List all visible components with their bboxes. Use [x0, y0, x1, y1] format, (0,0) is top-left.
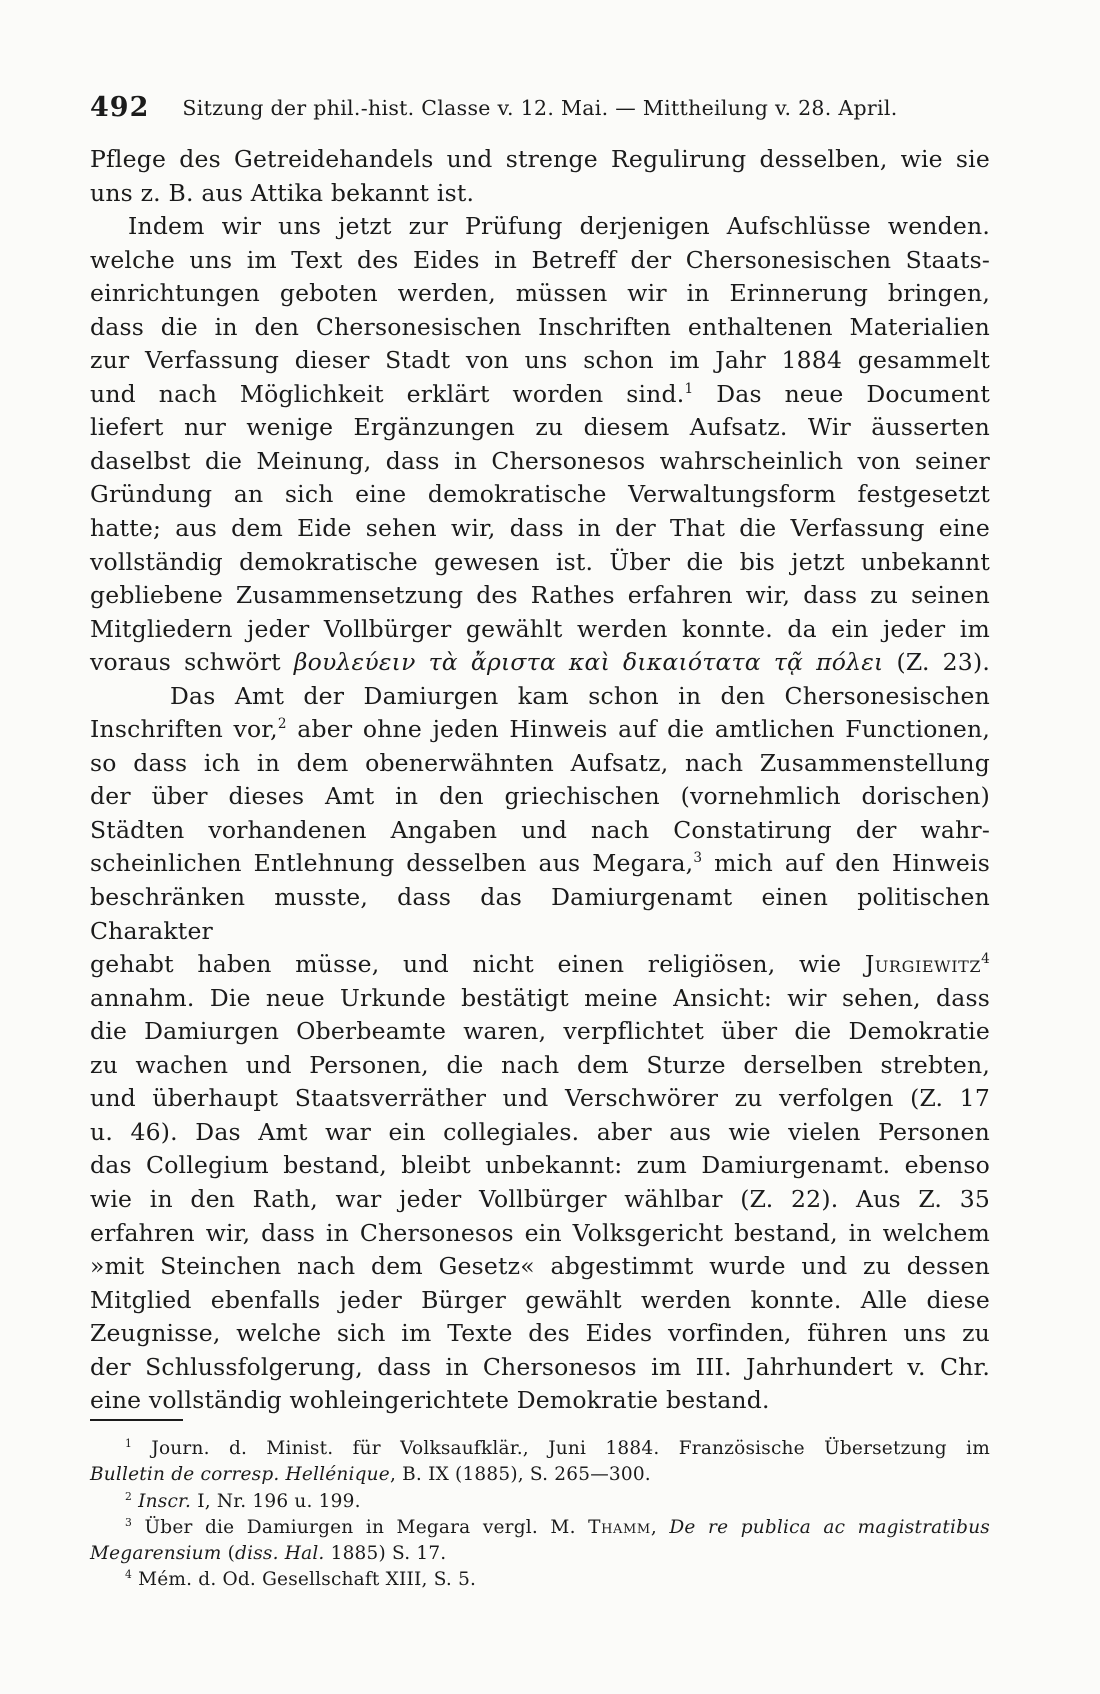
- body-line: [90, 210, 990, 244]
- text-segment: wie in den Rath, war jeder Vollbürger wählbar (Z. 22). Aus Z. 35: [90, 1184, 990, 1213]
- body-line: [90, 814, 990, 848]
- body-line: [90, 747, 990, 781]
- text-segment: 1885) S. 17.: [324, 1543, 447, 1565]
- footnote-marker: 1: [125, 1436, 133, 1450]
- body-line: [90, 646, 990, 680]
- text-segment: welche uns im Text des Eides in Betreff der Chersonesischen Staats-: [90, 245, 990, 274]
- text-segment: das Collegium bestand, bleibt unbekannt: zum Damiurgenamt. ebenso: [90, 1151, 990, 1180]
- text-segment: diss. Hal.: [235, 1543, 325, 1565]
- text-segment: Journ. d. Minist. für Volksaufklär., Juni 1884. Französische Übersetzung im: [132, 1438, 990, 1459]
- footnote-line: [90, 1489, 990, 1515]
- body-line: [90, 847, 990, 881]
- text-segment: Das neue Document: [693, 379, 991, 408]
- text-segment: Zeugnisse, welche sich im Texte des Eides vorfinden, führen uns zu: [90, 1319, 990, 1348]
- footnote-line: [90, 1567, 990, 1593]
- text-segment: erfahren wir, dass in Chersonesos ein Volksgericht bestand, in welchem: [90, 1218, 990, 1247]
- text-segment: »mit Steinchen nach dem Gesetz« abgestimmt wurde und zu dessen: [90, 1252, 990, 1281]
- text-segment: daselbst die Meinung, dass in Chersonesos wahrscheinlich von seiner: [90, 446, 990, 475]
- text-segment: aber ohne jeden Hinweis auf die amtlichen Functionen,: [286, 715, 990, 744]
- page-header: [90, 92, 990, 126]
- text-segment: voraus schwört: [90, 648, 294, 677]
- body-line: [90, 613, 990, 647]
- footnote-marker: 3: [693, 850, 703, 867]
- running-title: Sitzung der phil.-hist. Classe v. 12. Mai. — Mittheilung v. 28. April.: [182, 96, 898, 120]
- body-line: [90, 411, 990, 445]
- text-segment: Mitglied ebenfalls jeder Bürger gewählt werden konnte. Alle diese: [90, 1285, 990, 1314]
- body-line: [90, 546, 990, 580]
- body-text: [90, 143, 990, 1418]
- footnote-marker: 3: [125, 1515, 133, 1529]
- text-segment: βουλεύειν τὰ ἄριστα καὶ δικαιότατα τᾷ πόλει: [293, 648, 884, 677]
- body-line: [90, 579, 990, 613]
- text-segment: und überhaupt Staatsverräther und Verschwörer zu verfolgen (Z. 17: [90, 1084, 990, 1113]
- text-segment: und nach Möglichkeit erklärt worden sind.: [90, 379, 685, 408]
- body-line: [90, 378, 990, 412]
- footnote-marker: 2: [277, 716, 287, 733]
- text-segment: liefert nur wenige Ergänzungen zu diesem Aufsatz. Wir äusserten: [90, 413, 990, 442]
- body-line: [90, 143, 990, 177]
- body-line: [90, 478, 990, 512]
- text-segment: De re publica ac magistratibus: [669, 1516, 990, 1538]
- text-segment: annahm. Die neue Urkunde bestätigt meine Ansicht: wir sehen, dass: [90, 983, 990, 1012]
- text-segment: hatte; aus dem Eide sehen wir, dass in der That die Verfassung eine: [90, 514, 990, 543]
- text-segment: ,: [650, 1516, 670, 1538]
- text-segment: Gründung an sich eine demokratische Verwaltungsform festgesetzt: [90, 480, 990, 509]
- text-segment: Megarensium: [90, 1543, 222, 1565]
- text-segment: Thamm: [588, 1516, 651, 1538]
- text-segment: u. 46). Das Amt war ein collegiales. aber aus wie vielen Personen: [90, 1117, 990, 1146]
- text-segment: scheinlichen Entlehnung desselben aus Megara,: [90, 849, 694, 878]
- body-line: [90, 1082, 990, 1116]
- footnote-line: [90, 1436, 990, 1462]
- text-segment: der über dieses Amt in den griechischen (vornehmlich dorischen): [90, 782, 990, 811]
- body-line: [90, 680, 990, 714]
- text-segment: Das Amt der Damiurgen kam schon in den Chersonesischen: [170, 681, 990, 710]
- text-segment: zur Verfassung dieser Stadt von uns schon im Jahr 1884 gesammelt: [90, 346, 990, 375]
- body-line: [90, 277, 990, 311]
- text-segment: , B. IX (1885), S. 265—300.: [389, 1464, 651, 1486]
- text-segment: dass die in den Chersonesischen Inschriften enthaltenen Materialien: [90, 312, 990, 341]
- text-segment: Inscr.: [138, 1490, 192, 1512]
- body-line: [90, 512, 990, 546]
- text-segment: Mitgliedern jeder Vollbürger gewählt werden konnte. da ein jeder im: [90, 614, 990, 643]
- footnote-marker: 1: [684, 381, 694, 397]
- text-segment: eine vollständig wohleingerichtete Demokratie bestand.: [90, 1386, 770, 1415]
- footnotes: [90, 1436, 990, 1594]
- body-line: [90, 1317, 990, 1351]
- text-segment: gehabt haben müsse, und nicht einen religiösen, wie: [90, 950, 865, 979]
- body-line: [90, 713, 990, 747]
- text-segment: uns z. B. aus Attika bekannt ist.: [90, 178, 475, 207]
- body-line: [90, 1183, 990, 1217]
- footnote-marker: 4: [981, 951, 990, 968]
- body-line: [90, 177, 990, 211]
- body-line: [90, 1049, 990, 1083]
- body-line: [90, 344, 990, 378]
- body-line: [90, 1015, 990, 1049]
- body-line: [90, 311, 990, 345]
- text-segment: Pflege des Getreidehandels und strenge Regulirung desselben, wie sie: [90, 145, 990, 173]
- body-line: [90, 244, 990, 278]
- text-segment: Städten vorhandenen Angaben und nach Constatirung der wahr-: [90, 815, 990, 844]
- text-segment: einrichtungen geboten werden, müssen wir in Erinnerung bringen,: [90, 279, 990, 308]
- body-line: [90, 948, 990, 982]
- text-segment: mich auf den Hinweis: [702, 849, 990, 878]
- footnote-marker: 4: [125, 1568, 133, 1582]
- text-segment: gebliebene Zusammensetzung des Rathes erfahren wir, dass zu seinen: [90, 581, 990, 610]
- footnote-line: [90, 1541, 990, 1567]
- footnote-separator: [90, 1419, 183, 1421]
- body-line: [90, 982, 990, 1016]
- text-segment: die Damiurgen Oberbeamte waren, verpflichtet über die Demokratie: [90, 1017, 990, 1046]
- body-line: [90, 881, 990, 948]
- text-segment: I, Nr. 196 u. 199.: [191, 1490, 361, 1512]
- page-number: 492: [90, 92, 150, 123]
- text-segment: Bulletin de corresp. Hellénique: [90, 1464, 390, 1486]
- text-segment: Mém. d. Od. Gesellschaft XIII, S. 5.: [132, 1569, 477, 1591]
- text-segment: Über die Damiurgen in Megara vergl. M.: [132, 1516, 589, 1538]
- text-segment: zu wachen und Personen, die nach dem Sturze derselben strebten,: [90, 1050, 990, 1079]
- body-line: [90, 445, 990, 479]
- footnote-line: [90, 1515, 990, 1541]
- body-line: [90, 1217, 990, 1251]
- body-line: [90, 1351, 990, 1385]
- body-line: [90, 1284, 990, 1318]
- text-segment: der Schlussfolgerung, dass in Chersonesos im III. Jahrhundert v. Chr.: [90, 1352, 990, 1381]
- text-segment: vollständig demokratische gewesen ist. Über die bis jetzt unbekannt: [90, 547, 990, 576]
- body-line: [90, 1384, 990, 1418]
- body-line: [90, 1116, 990, 1150]
- body-line: [90, 780, 990, 814]
- footnote-marker: 2: [125, 1489, 133, 1503]
- body-line: [90, 1149, 990, 1183]
- text-segment: Indem wir uns jetzt zur Prüfung derjenigen Aufschlüsse wenden.: [128, 212, 990, 241]
- text-segment: Inschriften vor,: [90, 715, 278, 744]
- text-segment: beschränken musste, dass das Damiurgenamt einen politischen Charakter: [90, 883, 990, 945]
- text-segment: Jurgiewitz: [864, 950, 982, 979]
- body-line: [90, 1250, 990, 1284]
- text-segment: (: [221, 1543, 236, 1565]
- footnote-line: [90, 1462, 990, 1488]
- text-segment: so dass ich in dem obenerwähnten Aufsatz, nach Zusammenstellung: [90, 748, 990, 777]
- text-segment: (Z. 23).: [883, 648, 990, 677]
